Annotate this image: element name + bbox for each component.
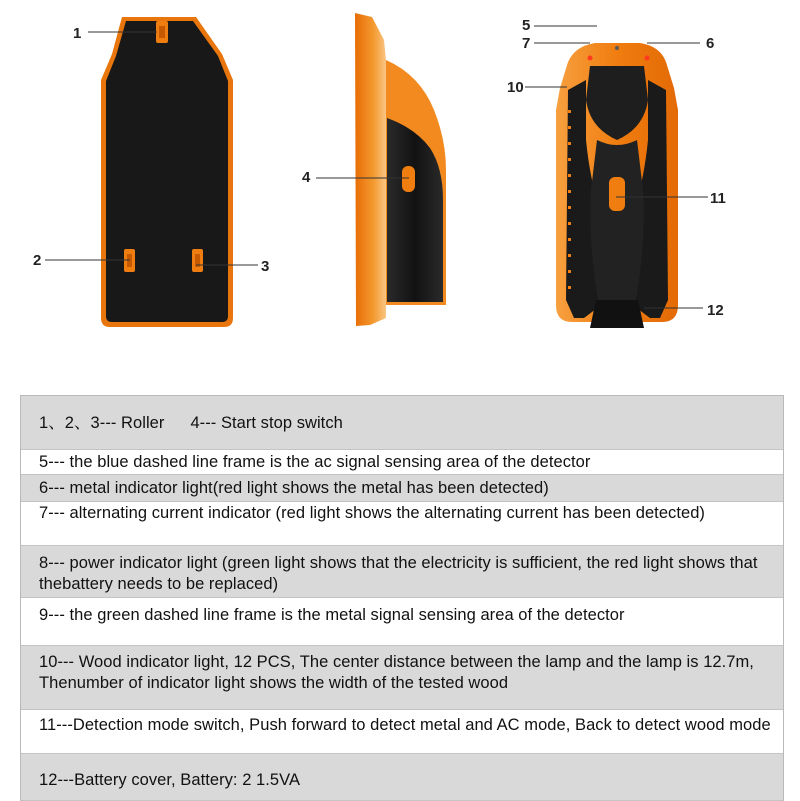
legend-row-11: 11---Detection mode switch, Push forward to detect metal and AC mode, Back to detect wood mode [21,710,783,754]
legend-row-10: 10--- Wood indicator light, 12 PCS, The center distance between the lamp and the lamp is 12.7m, Thenumber of indicator light shows the width of the tested wood [21,646,783,710]
battery-cover [590,300,644,328]
mode-switch [609,177,625,211]
legend-row-6: 6--- metal indicator light(red light shows the metal has been detected) [21,475,783,502]
back-view [101,17,233,327]
front-handle [590,140,643,300]
callout-5: 5 [522,17,531,34]
side-view [355,13,446,326]
legend-roller: 1、2、3--- Roller [39,414,165,432]
callout-12: 12 [707,302,724,319]
legend-row-8: 8--- power indicator light (green light shows that the electricity is sufficient, the red light shows that thebattery needs to be replaced) [21,546,783,598]
side-orange-shell [355,13,386,326]
legend-row-1-4 [21,396,783,450]
front-view [556,43,678,328]
ac-light [588,56,593,61]
callout-11: 11 [710,190,726,207]
legend-row-5: 5--- the blue dashed line frame is the ac signal sensing area of the detector [21,450,783,475]
legend-switch: 4--- Start stop switch [190,414,343,432]
device-diagram [0,0,800,390]
callout-7: 7 [522,35,531,52]
callout-1: 1 [73,25,82,42]
callout-2: 2 [33,252,42,269]
legend-row-9: 9--- the green dashed line frame is the metal signal sensing area of the detector [21,598,783,646]
start-stop-switch [402,166,415,192]
legend-table [20,395,784,801]
legend-row-12: 12---Battery cover, Battery: 2 1.5VA [21,754,783,801]
back-mat [106,21,228,322]
metal-light [645,56,650,61]
callout-10: 10 [507,79,524,96]
legend-row-7: 7--- alternating current indicator (red light shows the alternating current has been detected) [21,502,783,546]
callout-4: 4 [302,169,311,186]
callout-6: 6 [706,35,715,52]
callout-3: 3 [261,258,270,275]
